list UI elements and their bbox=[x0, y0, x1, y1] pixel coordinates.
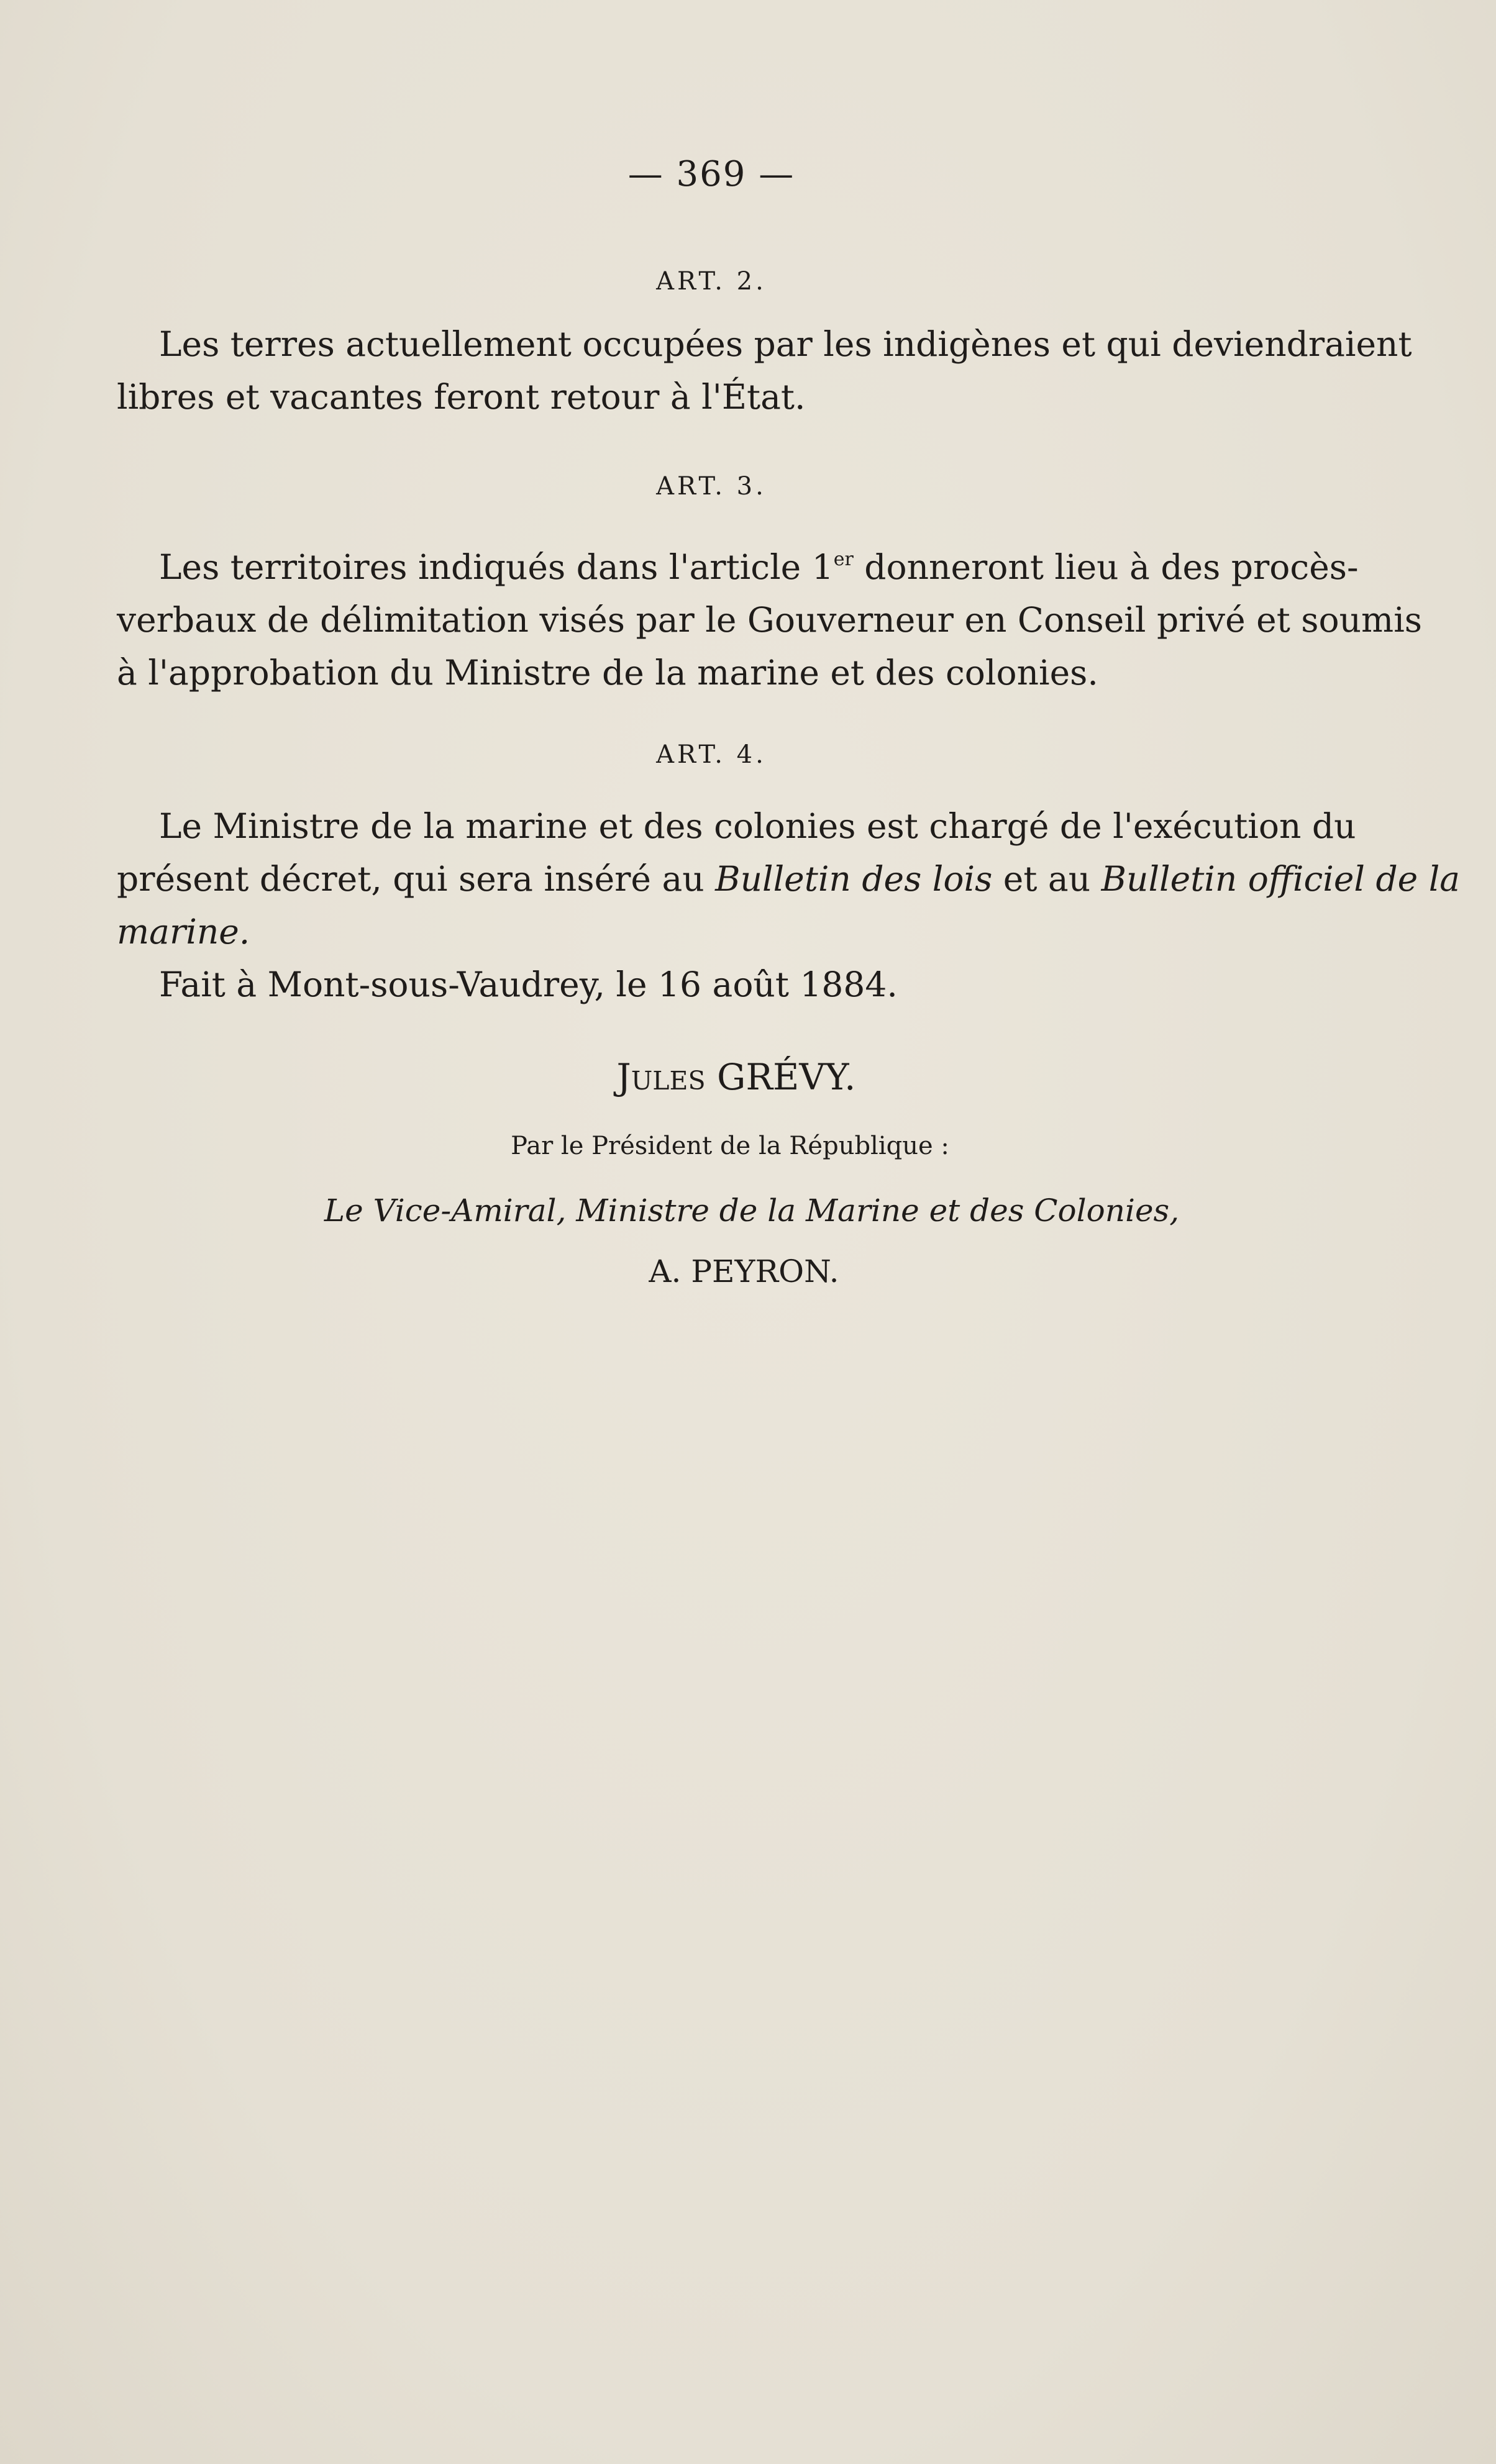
article-4-text bbox=[117, 800, 1461, 1011]
article-3-line-3: à l'approbation du Ministre de la marine et des colonies. bbox=[117, 653, 1098, 693]
article-3-line-2: verbaux de délimitation visés par le Gouverneur en Conseil privé et soumis bbox=[117, 600, 1423, 640]
article-4-line-1: Le Ministre de la marine et des colonies est chargé de l'exécution du bbox=[159, 806, 1356, 846]
article-3-text bbox=[117, 533, 1423, 699]
article-2-text bbox=[117, 318, 1412, 424]
minister-name: A. PEYRON. bbox=[649, 1253, 839, 1289]
signed-at-line: Fait à Mont-sous-Vaudrey, le 16 août 1884. bbox=[159, 965, 898, 1004]
minister-title: Le Vice-Amiral, Ministre de la Marine et des Colonies, bbox=[324, 1193, 1180, 1229]
article-3-line-1: Les territoires indiqués dans l'article 1er donneront lieu à des procès- bbox=[159, 547, 1359, 587]
article-3-heading: ART. 3. bbox=[656, 472, 767, 501]
article-2-heading: ART. 2. bbox=[656, 267, 767, 296]
by-president-line: Par le Président de la République : bbox=[511, 1132, 949, 1160]
article-2-line-1: Les terres actuellement occupées par les indigènes et qui deviendraient bbox=[159, 324, 1412, 364]
article-4-line-2: présent décret, qui sera inséré au Bulletin des lois et au Bulletin officiel de la bbox=[117, 859, 1461, 899]
president-signature: Jules GRÉVY. bbox=[616, 1056, 856, 1098]
article-4-line-3: marine. bbox=[117, 912, 250, 952]
article-4-heading: ART. 4. bbox=[656, 740, 767, 769]
superscript-er: er bbox=[833, 548, 854, 570]
page-number: — 369 — bbox=[627, 154, 795, 194]
article-2-line-2: libres et vacantes feront retour à l'État. bbox=[117, 377, 806, 417]
